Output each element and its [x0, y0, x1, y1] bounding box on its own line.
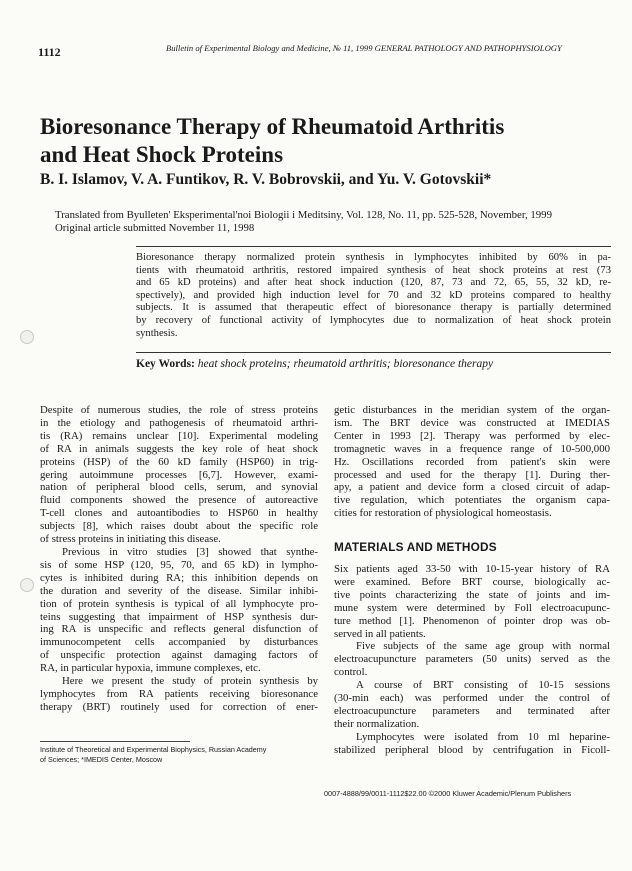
body-line: of unspecific protection against damaging factors of: [40, 649, 318, 662]
body-line: ing RA is unspecific and reflects general disfunction of: [40, 623, 318, 636]
body-line: getic disturbances in the meridian system of the organ-: [334, 404, 610, 416]
body-line: in the etiology and pathogenesis of rheumatoid arthri-: [40, 416, 318, 429]
body-line: Six patients aged 33-50 with 10-15-year history of RA: [334, 563, 610, 575]
body-line: proteins (HSP) of the 60 kD family (HSP60) in trig-: [40, 455, 318, 468]
body-line: Despite of numerous studies, the role of stress proteins: [40, 404, 318, 416]
article-title: [40, 113, 600, 169]
translated-from: Translated from Byulleten' Eksperimental'noi Biologii i Meditsiny, Vol. 128, No. 11, pp. 525-528, November, 1999: [55, 209, 552, 221]
body-line: tive points characterizing the state of joints and im-: [334, 588, 610, 601]
body-line: T-cell clones and autoantibodies to HSP60 in healthy: [40, 507, 318, 520]
body-line: electroacupuncture parameters and terminated after: [334, 704, 610, 717]
body-line: Five subjects of the same age group with normal: [356, 640, 610, 653]
body-line: teins suggesting that impairment of HSP synthesis dur-: [40, 610, 318, 623]
body-line: cytes is inhibited during RA; this inhibition depends on: [40, 571, 318, 584]
right-column: [334, 404, 610, 520]
body-line: ture method [1]. Phenomenon of pointer drop was ob-: [334, 614, 610, 627]
body-line: of RA in animals suggests the key role of heat shock: [40, 442, 318, 455]
body-line: therapy (BRT) routinely used for correction of ener-: [40, 700, 318, 713]
body-line: Previous in vitro studies [3] showed that synthe-: [62, 545, 318, 558]
body-line: processed and used for the therapy [1]. During ther-: [334, 468, 610, 481]
body-line: fluid components showed the presence of autoreactive: [40, 494, 318, 507]
body-line: tromagnetic waves in a frequence range of 10-500,000: [334, 442, 610, 455]
footnote-rule: [40, 741, 190, 742]
abstract-line: tients with rheumatoid arthritis, restored impaired synthesis of heat shock proteins at rest (73: [136, 264, 611, 276]
page-number: 1112: [38, 45, 61, 59]
body-line: (30-min each) was performed under the control of: [334, 692, 610, 705]
left-column: [40, 404, 318, 714]
abstract-line: by recovery of functional activity of lymphocytes due to normalization of heat shock protein: [136, 314, 611, 326]
footnote: [40, 745, 266, 764]
body-line: ism. The BRT device was constructed at IMEDIAS: [334, 416, 610, 429]
keywords-text: heat shock proteins; rheumatoid arthritis; bioresonance therapy: [197, 358, 494, 370]
footnote-line: Institute of Theoretical and Experimental Biophysics, Russian Academy: [40, 745, 267, 754]
body-line: were examined. Before BRT course, biologically ac-: [334, 575, 610, 588]
submitted-date: Original article submitted November 11, 1998: [55, 222, 255, 234]
body-line: served in all patients.: [334, 627, 426, 640]
body-line: tive regulation, which potentiates the organism capa-: [334, 494, 610, 507]
body-line: Here we present the study of protein synthesis by: [62, 675, 318, 688]
methods-column: [334, 563, 610, 757]
abstract-line: subjects. It is assumed that therapeutic effect of bioresonance therapy is partially determined: [136, 302, 611, 314]
body-line: A course of BRT consisting of 10-15 sessions: [356, 679, 610, 692]
body-line: cities for restoration of physiological homeostasis.: [334, 507, 552, 520]
body-line: sis of some HSP (120, 95, 70, and 65 kD) in lympho-: [40, 558, 318, 571]
abstract-top-rule: [136, 246, 611, 247]
abstract-line: spectively), and provided high induction level for 70 and 32 kD proteins compared to healthy: [136, 289, 611, 301]
authors: B. I. Islamov, V. A. Funtikov, R. V. Bobrovskii, and Yu. V. Gotovskii*: [40, 171, 492, 188]
body-line: immunocompetent cells accompanied by disturbances: [40, 636, 318, 649]
footnote-line: of Sciences; *IMEDIS Center, Moscow: [40, 754, 163, 764]
body-line: their normalization.: [334, 717, 420, 730]
body-line: Hz. Oscillations recorded from patient's skin were: [334, 455, 610, 468]
keywords: [136, 358, 493, 370]
body-line: nation of peripheral blood cells, serum, and synovial: [40, 481, 318, 494]
punch-hole: [20, 578, 34, 592]
body-line: the duration and severity of the disease. Similar inhibi-: [40, 584, 318, 597]
copyright-line: 0007-4888/99/0011-1112$22.00 ©2000 Kluwer Academic/Plenum Publishers: [324, 789, 572, 798]
abstract-bottom-rule: [136, 352, 611, 353]
abstract: [136, 252, 611, 340]
body-line: electroacupuncture parameters (50 units) served as the: [334, 653, 610, 666]
body-line: apy, a patient and device form a closed circuit of adap-: [334, 481, 610, 494]
abstract-line: synthesis.: [136, 327, 178, 339]
body-line: tis (RA) remains unclear [10]. Experimental modeling: [40, 429, 318, 442]
title-line: Bioresonance Therapy of Rheumatoid Arthritis: [40, 114, 505, 139]
title-line: and Heat Shock Proteins: [40, 142, 284, 167]
abstract-line: and 65 kD proteins) and after heat shock induction (120, 87, 73 and 72, 65, 55, 32 kD, re-: [136, 277, 611, 289]
body-line: RA, in particular hypoxia, immune complexes, etc.: [40, 662, 261, 675]
body-line: of stress proteins in initiating this disease.: [40, 533, 221, 546]
punch-hole: [20, 330, 34, 344]
body-line: Lymphocytes were isolated from 10 ml heparine-: [356, 730, 610, 743]
body-line: control.: [334, 666, 368, 679]
body-line: lymphocytes from RA patients receiving bioresonance: [40, 687, 318, 700]
keywords-label: Key Words:: [136, 358, 195, 370]
translation-note: [55, 209, 615, 235]
body-line: mune system were determined by Foll electroacupunc-: [334, 601, 610, 614]
section-heading: MATERIALS AND METHODS: [334, 540, 497, 554]
body-line: gering autoimmune processes [6,7]. However, exami-: [40, 468, 318, 481]
body-line: subjects [8], which raises doubt about the specific role: [40, 520, 318, 533]
body-line: stabilized peripheral blood by centrifugation in Ficoll-: [334, 743, 610, 756]
abstract-line: Bioresonance therapy normalized protein synthesis in lymphocytes inhibited by 60% in pa-: [136, 252, 611, 263]
running-header: Bulletin of Experimental Biology and Medicine, № 11, 1999 GENERAL PATHOLOGY AND PATHOPHYSIOLOGY: [166, 43, 562, 53]
body-line: tion of protein synthesis is typical of all lymphocyte pro-: [40, 597, 318, 610]
body-line: Center in 1993 [2]. Therapy was performed by elec-: [334, 429, 610, 442]
